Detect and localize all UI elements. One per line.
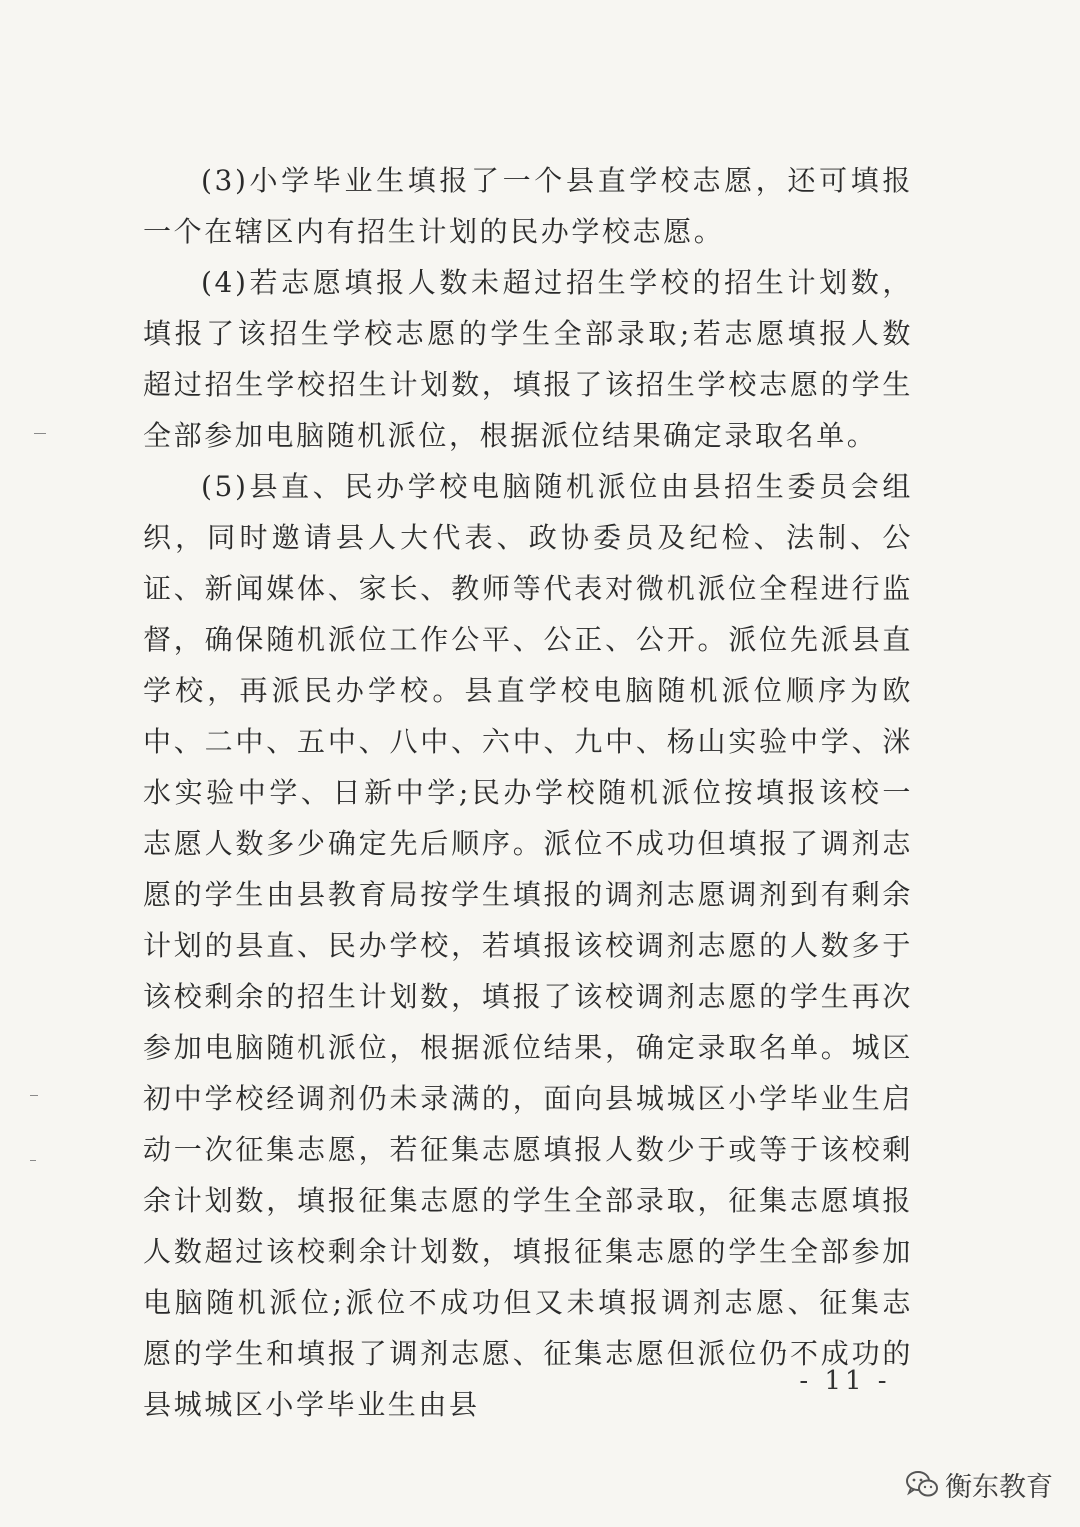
scan-mark [30, 1095, 38, 1096]
scan-mark [30, 1160, 36, 1161]
paragraph-4: (4)若志愿填报人数未超过招生学校的招生计划数，填报了该招生学校志愿的学生全部录取;若志愿填报人数超过招生学校招生计划数，填报了该招生学校志愿的学生全部参加电脑随机派位，根据派位结果确定录取名单。 [143, 266, 913, 452]
wechat-icon [905, 1469, 939, 1499]
paragraph-3: (3)小学毕业生填报了一个县直学校志愿，还可填报一个在辖区内有招生计划的民办学校志愿。 [143, 164, 913, 248]
paragraph-5: (5)县直、民办学校电脑随机派位由县招生委员会组织，同时邀请县人大代表、政协委员及纪检、法制、公证、新闻媒体、家长、教师等代表对微机派位全程进行监督，确保随机派位工作公平、公正、公开。派位先派县直学校，再派民办学校。县直学校电脑随机派位顺序为欧中、二中、五中、八中、六中、九中、杨山实验中学、洣水实验中学、日新中学;民办学校随机派位按填报该校一志愿人数多少确定先后顺序。派位不成功但填报了调剂志愿的学生由县教育局按学生填报的调剂志愿调剂到有剩余计划的县直、民办学校，若填报该校调剂志愿的人数多于该校剩余的招生计划数，填报了该校调剂志愿的学生再次参加电脑随机派位，根据派位结果，确定录取名单。城区初中学校经调剂仍未录满的，面向县城城区小学毕业生启动一次征集志愿，若征集志愿填报人数少于或等于该校剩余计划数，填报征集志愿的学生全部录取，征集志愿填报人数超过该校剩余计划数，填报征集志愿的学生全部参加电脑随机派位;派位不成功但又未填报调剂志愿、征集志愿的学生和填报了调剂志愿、征集志愿但派位仍不成功的县城城区小学毕业生由县 [143, 470, 913, 1421]
watermark-text: 衡东教育 [945, 1471, 1053, 1503]
page-number: - 11 - [799, 1366, 891, 1396]
scan-mark [34, 433, 46, 434]
watermark [905, 1462, 1053, 1506]
document-body [143, 155, 913, 1430]
